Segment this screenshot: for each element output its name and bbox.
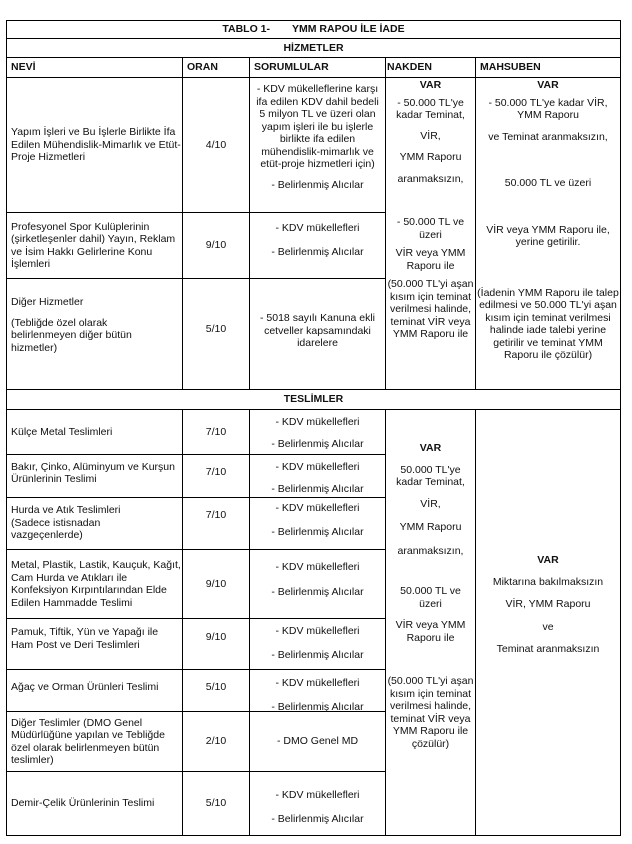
sorumlu-item: - KDV mükellefleri (275, 416, 360, 428)
oran-cell (183, 550, 249, 618)
nevi-text: Demir-Çelik Ürünlerinin Teslimi (11, 796, 155, 809)
oran-text: 5/10 (205, 796, 227, 809)
oran-text: 7/10 (205, 465, 227, 478)
nevi-text: Külçe Metal Teslimleri (11, 425, 113, 438)
column-header-label: ORAN (187, 61, 218, 74)
sorumlu-item: - KDV mükellefleri (275, 461, 360, 473)
nakden-line: VİR veya YMM Raporu ile (395, 247, 466, 272)
oran-text: 5/10 (205, 322, 227, 335)
sorumlular-cell (250, 712, 385, 771)
oran-cell (183, 78, 249, 212)
mahsuben-line: VİR, YMM Raporu (505, 598, 591, 610)
nevi-text: Hurda ve Atık Teslimleri (Sadece istisnadan vazgeçenlerde) (11, 504, 121, 541)
nevi-text: Diğer Teslimler (DMO Genel Müdürlüğüne yapılan ve Tebliğde özel olarak belirlenmeyen bütün teslimler) (11, 716, 165, 766)
nakden-line: VİR, (420, 129, 441, 142)
nevi-cell (7, 410, 182, 454)
sorumlular-cell (252, 83, 383, 211)
sorumlu-item: - Belirlenmiş Alıcılar (271, 482, 364, 495)
nakden-line: (50.000 TL'yi aşan kısım için teminat verilmesi halinde, teminat VİR veya YMM Raporu ile çözülür) (387, 675, 474, 750)
oran-text: 4/10 (205, 138, 227, 151)
sorumlu-item: - KDV mükellefleri (275, 222, 360, 234)
mahsuben-line: VİR veya YMM Raporu ile, yerine getirilir. (486, 223, 610, 248)
sorumlular-cell (250, 416, 385, 450)
nakden-line: aranmaksızın, (397, 172, 464, 185)
oran-cell (183, 498, 249, 532)
oran-text: 9/10 (205, 239, 227, 252)
nakden-heading: VAR (419, 442, 442, 454)
mahsuben-line: ve Teminat aranmaksızın, (488, 130, 608, 143)
sorumlu-item: - KDV mükellefleri (275, 561, 360, 573)
nevi-text: Pamuk, Tiftik, Yün ve Yapağı ile Ham Post ve Deri Teslimleri (11, 626, 159, 651)
sorumlu-item: - KDV mükellefleri (275, 502, 360, 514)
sorumlular-cell (250, 502, 385, 538)
mahsuben-line: (İadenin YMM Raporu ile talep edilmesi ve 50.000 TL'yi aşan kısım için teminat verilmesi halinde iade talebi yerine getirilir ve teminat YMM Raporu ile çözülür) (477, 286, 619, 361)
sorumlular-cell (253, 312, 382, 372)
mahsuben-line: 50.000 TL ve üzeri (504, 177, 592, 189)
sorumlu-item: - Belirlenmiş Alıcılar (271, 245, 364, 258)
sorumlu-item: - Belirlenmiş Alıcılar (271, 700, 364, 713)
nevi-note: (Tebliğde özel olarak belirlenmeyen diğer bütün hizmetler) (11, 316, 132, 354)
nevi-cell (7, 626, 182, 651)
mahsuben-line: Teminat aranmaksızın (496, 643, 600, 655)
oran-text: 7/10 (205, 508, 227, 521)
sorumlu-item: - KDV mükellefleri (275, 677, 360, 689)
oran-text: 5/10 (205, 680, 227, 693)
column-header-label: MAHSUBEN (480, 61, 541, 74)
nevi-text: Ağaç ve Orman Ürünleri Teslimi (11, 680, 159, 693)
column-header-label: SORUMLULAR (254, 61, 329, 74)
sorumlu-item: - KDV mükellefleri (275, 625, 360, 637)
section-label: TESLİMLER (283, 393, 344, 406)
oran-cell (183, 455, 249, 489)
section-header-teslimler (7, 390, 620, 409)
table-title-prefix: TABLO 1- (222, 23, 271, 36)
table-title (7, 21, 620, 38)
sorumlu-item: - Belirlenmiş Alıcılar (271, 525, 364, 538)
nevi-cell (7, 670, 182, 704)
nevi-cell (7, 504, 157, 542)
sorumlular-cell (250, 561, 385, 598)
nevi-text: Diğer Hizmetler (11, 296, 84, 308)
nevi-cell (7, 78, 182, 212)
nakden-line: - 50.000 TL'ye kadar Teminat, (396, 96, 465, 121)
sorumlu-item: - Belirlenmiş Alıcılar (271, 437, 364, 450)
nakden-line: aranmaksızın, (397, 544, 464, 557)
mahsuben-heading: VAR (537, 554, 559, 566)
nakden-heading: VAR (419, 79, 442, 91)
section-header-hizmetler (7, 39, 620, 57)
nakden-line: YMM Raporu (399, 151, 462, 163)
mahsuben-line: - 50.000 TL'ye kadar VİR, YMM Raporu (488, 96, 608, 121)
nakden-line: VİR, (420, 497, 441, 510)
sorumlu-item: - 5018 sayılı Kanuna ekli cetveller kapsamındaki idarelere (260, 312, 375, 349)
section-label: HİZMETLER (283, 41, 344, 54)
border (6, 618, 386, 619)
mahsuben-line: ve (542, 620, 554, 633)
nevi-cell (7, 455, 182, 491)
nakden-line: (50.000 TL'yi aşan kısım için teminat verilmesi halinde, teminat VİR veya YMM Raporu ile (387, 278, 474, 340)
sorumlular-cell (252, 222, 383, 277)
oran-cell (183, 622, 249, 652)
sorumlu-item: - Belirlenmiş Alıcılar (271, 812, 364, 825)
oran-text: 7/10 (205, 425, 227, 438)
sorumlu-item: - KDV mükellefleri (275, 789, 360, 801)
nakden-line: YMM Raporu (399, 521, 462, 533)
sorumlu-item: - Belirlenmiş Alıcılar (271, 648, 364, 661)
sorumlu-item: - DMO Genel MD (276, 735, 359, 748)
sorumlu-item: - KDV mükelleflerine karşı ifa edilen KDV dahil bedeli 5 milyon TL ve üzeri olan yapım işleri ile bu işlerle birlikte ifa edilen mühendislik-mimarlık ve etüt-proje hizmetleri için) (256, 83, 379, 170)
column-header-mahsuben (476, 58, 620, 77)
column-header-sorumlular (250, 58, 385, 77)
nakden-line: - 50.000 TL ve üzeri (396, 216, 465, 241)
nevi-cell (7, 213, 182, 278)
oran-text: 2/10 (205, 735, 227, 748)
nevi-text: Profesyonel Spor Kulüplerinin (şirketleşenler dahil) Yayın, Reklam ve İsim Hakkı Gelirlerine Konu İşlemleri (11, 220, 176, 270)
sorumlular-cell (250, 461, 385, 495)
sorumlu-item: - Belirlenmiş Alıcılar (271, 178, 364, 191)
oran-cell (183, 670, 249, 704)
border (620, 20, 621, 835)
column-header-nakden (386, 58, 475, 77)
column-header-label: NAKDEN (387, 61, 432, 74)
sorumlu-item: - Belirlenmiş Alıcılar (271, 585, 364, 598)
nevi-cell (7, 296, 182, 386)
border (6, 835, 621, 836)
column-header-oran (183, 58, 249, 77)
column-header-label: NEVİ (11, 61, 36, 74)
nevi-text: Metal, Plastik, Lastik, Kauçuk, Kağıt, Cam Hurda ve Atıkları ile Konfeksiyon Kırpıntılarından Elde Edilen Hammadde Teslimi (11, 559, 181, 609)
nakden-line: 50.000 TL'ye kadar Teminat, (396, 463, 465, 488)
teslimler-mahsuben-cell (476, 554, 620, 656)
table-title-text: YMM RAPOU İLE İADE (292, 23, 405, 36)
nevi-cell (7, 550, 182, 618)
mahsuben-heading: VAR (537, 79, 559, 91)
column-header-nevi (7, 58, 182, 77)
border (249, 57, 250, 389)
nevi-text: Yapım İşleri ve Bu İşlerle Birlikte İfa Edilen Mühendislik-Mimarlık ve Etüt-Proje Hizmetleri (11, 126, 181, 164)
oran-text: 9/10 (205, 577, 227, 590)
hizmetler-nakden-cell (386, 79, 475, 388)
hizmetler-mahsuben-cell (476, 79, 620, 388)
oran-cell (183, 279, 249, 379)
oran-cell (183, 213, 249, 278)
oran-cell (183, 772, 249, 834)
oran-cell (183, 712, 249, 771)
mahsuben-line: Miktarına bakılmaksızın (492, 575, 604, 588)
nakden-line: 50.000 TL ve üzeri (400, 585, 461, 610)
nevi-cell (7, 712, 182, 771)
sorumlular-cell (250, 677, 385, 713)
nakden-line: VİR veya YMM Raporu ile (395, 619, 466, 644)
sorumlular-cell (250, 789, 385, 825)
nevi-cell (7, 772, 182, 834)
teslimler-nakden-cell (386, 442, 475, 750)
oran-cell (183, 410, 249, 454)
sorumlular-cell (250, 625, 385, 661)
nevi-text: Bakır, Çinko, Alüminyum ve Kurşun Ürünlerinin Teslimi (11, 460, 175, 485)
oran-text: 9/10 (205, 630, 227, 643)
